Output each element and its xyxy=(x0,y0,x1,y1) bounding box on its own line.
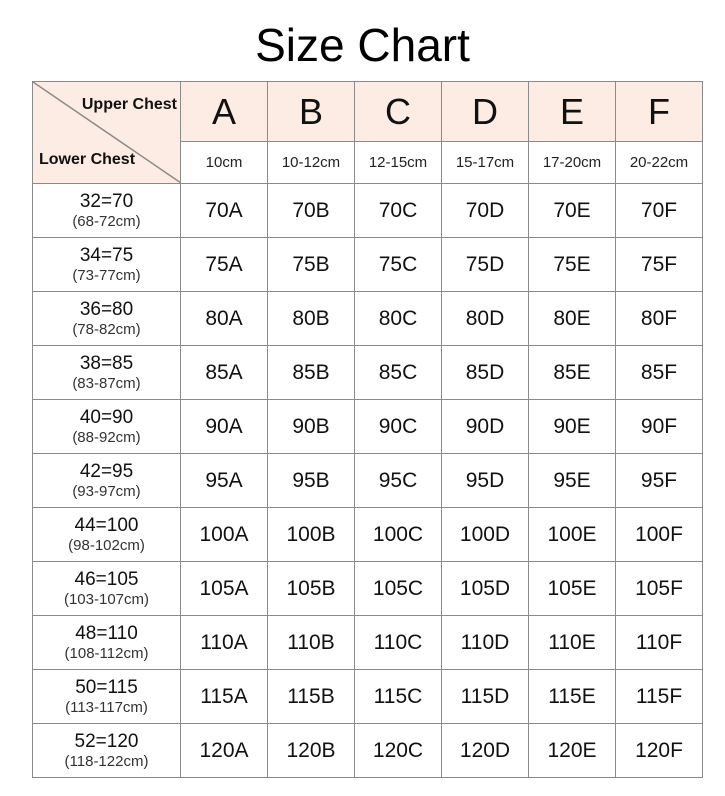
band-range: (118-122cm) xyxy=(64,752,149,770)
size-cell: 100D xyxy=(442,508,529,562)
band-range: (88-92cm) xyxy=(72,428,141,446)
size-cell: 75E xyxy=(529,238,616,292)
size-cell: 115C xyxy=(355,670,442,724)
size-cell: 95F xyxy=(616,454,703,508)
size-cell: 105C xyxy=(355,562,442,616)
size-cell: 105F xyxy=(616,562,703,616)
band-range: (68-72cm) xyxy=(72,212,141,230)
size-cell: 80B xyxy=(268,292,355,346)
cup-range: 15-17cm xyxy=(442,142,529,184)
size-cell: 90C xyxy=(355,400,442,454)
size-cell: 80D xyxy=(442,292,529,346)
band-size: 40=90 xyxy=(79,406,134,428)
size-chart-table xyxy=(32,81,703,778)
cup-range: 10cm xyxy=(181,142,268,184)
table-row xyxy=(33,454,703,508)
band-size-header xyxy=(33,238,181,292)
size-cell: 95C xyxy=(355,454,442,508)
size-cell: 95B xyxy=(268,454,355,508)
size-cell: 80F xyxy=(616,292,703,346)
band-size-header xyxy=(33,292,181,346)
size-cell: 110F xyxy=(616,616,703,670)
band-size: 52=120 xyxy=(74,730,139,752)
cup-letter: D xyxy=(442,82,529,142)
band-size: 42=95 xyxy=(79,460,134,482)
band-size-header xyxy=(33,184,181,238)
cup-letter-row xyxy=(33,82,703,142)
size-cell: 110D xyxy=(442,616,529,670)
size-cell: 120B xyxy=(268,724,355,778)
band-size-header xyxy=(33,616,181,670)
size-cell: 70B xyxy=(268,184,355,238)
size-cell: 85A xyxy=(181,346,268,400)
size-cell: 105A xyxy=(181,562,268,616)
cup-letter: E xyxy=(529,82,616,142)
cup-range: 12-15cm xyxy=(355,142,442,184)
size-cell: 120C xyxy=(355,724,442,778)
size-cell: 95A xyxy=(181,454,268,508)
table-row xyxy=(33,184,703,238)
band-size-header xyxy=(33,508,181,562)
table-row xyxy=(33,616,703,670)
band-size: 32=70 xyxy=(79,190,134,212)
size-cell: 115B xyxy=(268,670,355,724)
band-size-header xyxy=(33,670,181,724)
size-cell: 90A xyxy=(181,400,268,454)
upper-chest-label: Upper Chest xyxy=(81,96,177,113)
band-size-header xyxy=(33,400,181,454)
size-cell: 90E xyxy=(529,400,616,454)
band-size-header xyxy=(33,454,181,508)
cup-range: 10-12cm xyxy=(268,142,355,184)
size-cell: 100E xyxy=(529,508,616,562)
cup-range: 17-20cm xyxy=(529,142,616,184)
size-cell: 120A xyxy=(181,724,268,778)
size-cell: 110A xyxy=(181,616,268,670)
band-range: (93-97cm) xyxy=(72,482,141,500)
size-cell: 100C xyxy=(355,508,442,562)
size-cell: 120E xyxy=(529,724,616,778)
size-rows xyxy=(33,184,703,778)
size-cell: 75C xyxy=(355,238,442,292)
page-title: Size Chart xyxy=(255,19,470,71)
size-cell: 90D xyxy=(442,400,529,454)
band-size: 46=105 xyxy=(74,568,139,590)
size-cell: 75F xyxy=(616,238,703,292)
size-cell: 120D xyxy=(442,724,529,778)
band-size-header xyxy=(33,346,181,400)
table-row xyxy=(33,562,703,616)
band-range: (103-107cm) xyxy=(63,590,150,608)
band-range: (83-87cm) xyxy=(72,374,141,392)
size-cell: 75A xyxy=(181,238,268,292)
cup-letter: C xyxy=(355,82,442,142)
lower-chest-label: Lower Chest xyxy=(39,151,136,168)
size-cell: 110B xyxy=(268,616,355,670)
size-cell: 115F xyxy=(616,670,703,724)
size-cell: 105B xyxy=(268,562,355,616)
size-cell: 100A xyxy=(181,508,268,562)
size-cell: 70F xyxy=(616,184,703,238)
size-cell: 90F xyxy=(616,400,703,454)
size-cell: 80C xyxy=(355,292,442,346)
table-row xyxy=(33,292,703,346)
band-size: 36=80 xyxy=(79,298,134,320)
size-cell: 120F xyxy=(616,724,703,778)
cup-letter: B xyxy=(268,82,355,142)
size-cell: 75B xyxy=(268,238,355,292)
size-cell: 85F xyxy=(616,346,703,400)
size-cell: 100F xyxy=(616,508,703,562)
band-range: (108-112cm) xyxy=(64,644,149,662)
cup-range: 20-22cm xyxy=(616,142,703,184)
size-cell: 95E xyxy=(529,454,616,508)
corner-header xyxy=(33,82,181,184)
band-size-header xyxy=(33,562,181,616)
size-cell: 110E xyxy=(529,616,616,670)
table-row xyxy=(33,400,703,454)
size-cell: 70E xyxy=(529,184,616,238)
size-cell: 110C xyxy=(355,616,442,670)
size-cell: 85B xyxy=(268,346,355,400)
cup-letter: F xyxy=(616,82,703,142)
table-row xyxy=(33,670,703,724)
size-cell: 105E xyxy=(529,562,616,616)
table-row xyxy=(33,724,703,778)
size-cell: 85D xyxy=(442,346,529,400)
band-range: (78-82cm) xyxy=(72,320,141,338)
size-cell: 115A xyxy=(181,670,268,724)
size-cell: 100B xyxy=(268,508,355,562)
table-row xyxy=(33,346,703,400)
band-size: 50=115 xyxy=(75,676,138,698)
size-cell: 70C xyxy=(355,184,442,238)
size-cell: 75D xyxy=(442,238,529,292)
size-cell: 85C xyxy=(355,346,442,400)
band-range: (98-102cm) xyxy=(68,536,145,554)
size-cell: 85E xyxy=(529,346,616,400)
table-row xyxy=(33,508,703,562)
size-cell: 115D xyxy=(442,670,529,724)
band-size: 44=100 xyxy=(74,514,139,536)
size-cell: 70A xyxy=(181,184,268,238)
band-size: 48=110 xyxy=(75,622,138,644)
size-cell: 70D xyxy=(442,184,529,238)
band-range: (73-77cm) xyxy=(72,266,141,284)
cup-letter: A xyxy=(181,82,268,142)
size-cell: 90B xyxy=(268,400,355,454)
band-range: (113-117cm) xyxy=(65,698,148,716)
band-size: 38=85 xyxy=(79,352,134,374)
size-cell: 80E xyxy=(529,292,616,346)
table-row xyxy=(33,238,703,292)
size-cell: 80A xyxy=(181,292,268,346)
size-cell: 105D xyxy=(442,562,529,616)
band-size: 34=75 xyxy=(79,244,134,266)
band-size-header xyxy=(33,724,181,778)
size-cell: 95D xyxy=(442,454,529,508)
size-cell: 115E xyxy=(529,670,616,724)
